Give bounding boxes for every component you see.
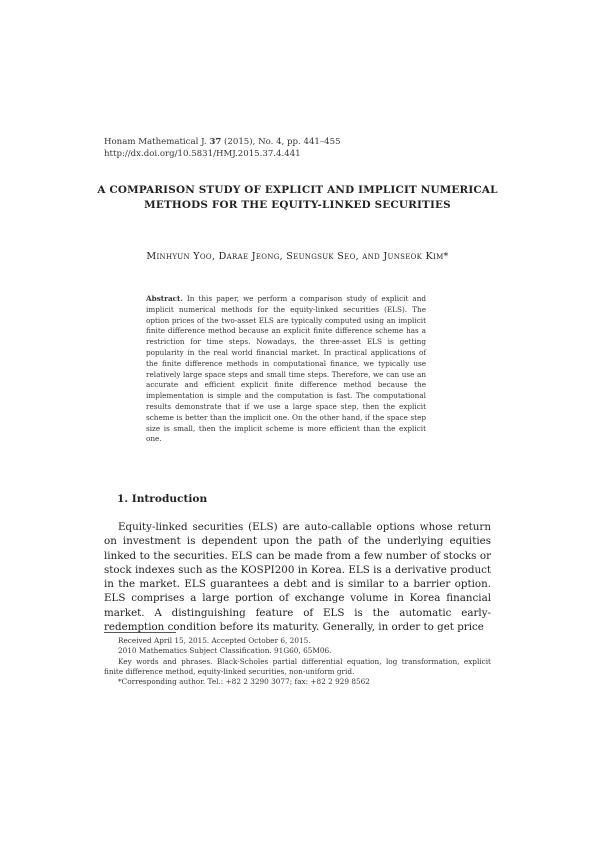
abstract-label: Abstract. xyxy=(146,294,183,303)
footnotes xyxy=(104,636,491,687)
journal-citation xyxy=(104,136,341,148)
abstract-text: In this paper, we perform a comparison study of explicit and implicit numerical methods for the equity-linked securities (ELS). The option prices of the two-asset ELS are typically computed using an implicit finite difference method because an explicit finite difference scheme has a restriction for time steps. Nowadays, the three-asset ELS is getting popularity in the real world financial market. In practical applications of the finite difference methods in computational finance, we typically use relatively large space steps and small time steps. Therefore, we can use an accurate and efficient explicit finite difference method because the implementation is simple and the computation is fast. The computational results demonstrate that if we use a large space step, then the explicit scheme is better than the implicit one. On the other hand, if the space step size is small, then the implicit scheme is more efficient than the explicit one. xyxy=(146,294,426,444)
author-list: Minhyun Yoo, Darae Jeong, Seungsuk Seo, and Junseok Kim* xyxy=(146,251,449,262)
abstract xyxy=(146,294,426,445)
footnote-corresponding: *Corresponding author. Tel.: +82 2 3290 3077; fax: +82 2 929 8562 xyxy=(118,677,370,687)
footnote-received: Received April 15, 2015. Accepted October 6, 2015. xyxy=(118,636,311,645)
footnote-keywords: Key words and phrases. Black-Scholes partial differential equation, log transformation, explicit finite difference method, equity-linked securities, non-uniform grid. xyxy=(104,656,491,676)
paper-title: A COMPARISON STUDY OF EXPLICIT AND IMPLICIT NUMERICAL METHODS FOR THE EQUITY-LINKED SECURITIES xyxy=(97,184,498,211)
section-heading: 1. Introduction xyxy=(117,493,208,505)
footnote-msc: 2010 Mathematics Subject Classification. 91G60, 65M06. xyxy=(118,646,332,656)
body-paragraph: Equity-linked securities (ELS) are auto-callable options whose return on investment is dependent upon the path of the underlying equities linked to the securities. ELS can be made from a few number of stocks or stock indexes such as the KOSPI200 in Korea. ELS is a derivative product in the market. ELS guarantees a debt and is similar to a barrier option. ELS comprises a large portion of exchange volume in Korea financial market. A distinguishing feature of ELS is the automatic early-redemption condition before its maturity. Generally, in order to get price xyxy=(104,521,491,634)
doi-link[interactable]: http://dx.doi.org/10.5831/HMJ.2015.37.4.441 xyxy=(104,149,301,159)
footnote-rule xyxy=(104,632,176,633)
journal-header xyxy=(104,136,341,160)
journal-name: Honam Mathematical J. xyxy=(104,137,210,147)
journal-volume: 37 xyxy=(209,137,222,147)
journal-issue-pages: (2015), No. 4, pp. 441–455 xyxy=(221,137,341,147)
